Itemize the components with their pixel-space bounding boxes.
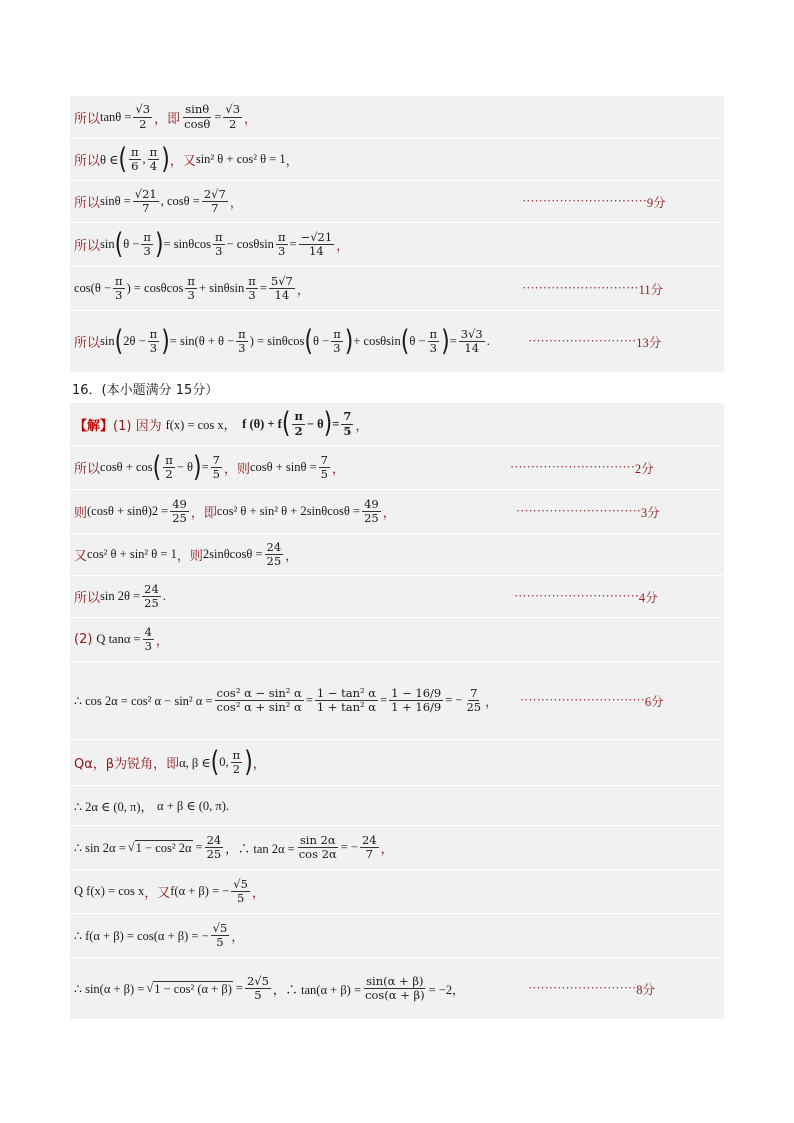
fraction: $\frac{\sin(\alpha + \beta)}{\cos(\alpha + \beta)}$ bbox=[365, 973, 425, 1002]
score-marker: ·························· 8分 bbox=[528, 981, 655, 997]
fraction: $\frac{\pi}{4}$ bbox=[149, 144, 158, 173]
line-sin-tan-2alpha: ∴ sin 2α = √ 1 − cos² 2α = $\frac{24}{25}$ ，∴ tan 2α = $\frac{\sin 2\alpha}{\cos 2\alpha}$ = − $\frac{24}{7}$ ， bbox=[70, 825, 724, 869]
solution-tag: 【解】 bbox=[74, 418, 114, 434]
solution-block-16 bbox=[70, 403, 724, 1019]
line-cos-alpha-beta: ∴ f(α + β) = cos(α + β) = − $\frac{√5}{5}$ ， bbox=[70, 913, 724, 957]
fraction: $\frac{3√3}{14}$ bbox=[460, 326, 483, 355]
fraction: $\frac{\text{cos² α − sin² α}}{\text{cos² α + sin² α}}$ bbox=[216, 685, 302, 714]
line-theta-range: 所以 θ ∈ ( $\frac{\pi}{6}$ , $\frac{\pi}{4}$ ) ，又 sin² θ + cos² θ = 1 ， bbox=[70, 138, 724, 180]
fraction: $\frac{24}{25}$ bbox=[206, 832, 222, 861]
fraction: $\frac{√3}{2}$ bbox=[135, 102, 151, 131]
fraction: $\frac{\pi}{3}$ bbox=[333, 326, 341, 355]
line-identity: 又 cos² θ + sin² θ = 1 ，则 2sinθcosθ = $\frac{24}{25}$ ， bbox=[70, 533, 724, 575]
line-sin-tan-alpha-beta: ∴ sin(α + β) = √ 1 − cos² (α + β) = $\frac{2√5}{5}$ ，∴ tan(α + β) = $\frac{\sin(\alpha + \beta)}{\cos(\alpha + \beta)}$ = −2， ·························· 8分 bbox=[70, 957, 724, 1019]
line-given: 【解】 (1) 因为 f(x) = cos x， f (θ) + f ( $\frac{\pi}{2}$ − θ ) = $\frac{7}{5}$ ， bbox=[74, 407, 369, 440]
line-sin-theta-minus: 所以 sin ( θ − $\frac{\pi}{3}$ ) = sinθcos $\frac{\pi}{3}$ − cosθsin $\frac{\pi}{3}$ = $\frac{-√21}{14}$ ， bbox=[70, 222, 724, 266]
score-marker: ······························ 2分 bbox=[510, 460, 654, 476]
fraction: $\frac{√5}{5}$ bbox=[233, 876, 248, 905]
fraction: $\frac{7}{5}$ bbox=[343, 409, 352, 438]
score-marker: ······························ 9分 bbox=[522, 194, 666, 210]
fraction: $\frac{2√7}{7}$ bbox=[203, 186, 226, 215]
fraction: $\frac{\pi}{3}$ bbox=[238, 326, 246, 355]
fraction: $\frac{\pi}{2}$ bbox=[232, 747, 241, 776]
fraction: $\frac{\text{1 − tan² α}}{\text{1 + tan² α}}$ bbox=[316, 685, 377, 714]
fraction: $\frac{\sin 2\alpha}{\cos 2\alpha}$ bbox=[298, 832, 337, 861]
fraction: $\frac{\pi}{3}$ bbox=[248, 273, 256, 302]
fraction: $\frac{49}{25}$ bbox=[172, 496, 187, 525]
line-cos-sum: 所以 cosθ + cos ( $\frac{\pi}{2}$ − θ ) = $\frac{7}{5}$ ，则 cosθ + sinθ = $\frac{7}{5}$ ， ······························ 2分 bbox=[70, 445, 724, 489]
fraction: $\frac{\pi}{3}$ bbox=[277, 229, 286, 258]
fraction: $\frac{\pi}{3}$ bbox=[187, 273, 195, 302]
fraction: $\frac{√5}{5}$ bbox=[212, 920, 228, 949]
score-marker: ···························· 11分 bbox=[522, 281, 664, 297]
line-cos-2alpha: ∴ cos 2α = cos² α − sin² α = $\frac{\text{cos² α − sin² α}}{\text{cos² α + sin² α}}$ = $\frac{\text{1 − tan² α}}{\text{1 + tan² α}}$ = $\frac{1 - 16/9}{1 + 16/9}$ = − $\frac{7}{25}$ ， ······························ 6分 bbox=[70, 661, 724, 739]
fraction: $\frac{7}{5}$ bbox=[212, 452, 220, 481]
line-sin-2theta-result: 所以 sin 2θ = $\frac{24}{25}$ . ······························ 4分 bbox=[70, 575, 724, 617]
question-16-header: 16．(本小题满分 15分） bbox=[72, 383, 219, 398]
fraction: $\frac{\pi}{3}$ bbox=[214, 229, 223, 258]
fraction: $\frac{√21}{7}$ bbox=[134, 186, 157, 215]
fraction: $\frac{-√21}{14}$ bbox=[300, 229, 333, 258]
line-sin-2theta: 所以 sin ( 2θ − $\frac{\pi}{3}$ ) = sin(θ + θ − $\frac{\pi}{3}$ ) = sinθcos ( θ − $\frac{\pi}{3}$ ) + cosθsin ( θ − $\frac{\pi}{3}$ ) = $\frac{3√3}{14}$ . ·························· 13分 bbox=[70, 310, 724, 372]
fraction: $\frac{\pi}{6}$ bbox=[130, 144, 139, 173]
fraction: $\frac{\pi}{3}$ bbox=[429, 326, 438, 355]
fraction: $\frac{\pi}{3}$ bbox=[143, 229, 151, 258]
fraction: $\frac{4}{3}$ bbox=[144, 624, 152, 653]
score-marker: ······························ 3分 bbox=[516, 504, 660, 520]
score-marker: ······························ 6分 bbox=[520, 693, 664, 709]
line-square: 则 (cosθ + sinθ) 2 = $\frac{49}{25}$ ，即 cos² θ + sin² θ + 2sinθcosθ = $\frac{49}{25}$ ， ······························ 3分 bbox=[70, 489, 724, 533]
fraction: $\frac{5√7}{14}$ bbox=[270, 273, 293, 302]
fraction: $\frac{24}{7}$ bbox=[361, 832, 377, 861]
line-part2-tan: (2) Q tanα = $\frac{4}{3}$ ， bbox=[70, 617, 724, 661]
line-tan-theta: 所以 tanθ = $\frac{√3}{2}$ ，即 $\frac{\sin\theta}{\cos\theta}$ = $\frac{√3}{2}$ ， bbox=[74, 102, 258, 131]
line-cos-theta-minus: cos(θ − $\frac{\pi}{3}$ ) = cosθcos $\frac{\pi}{3}$ + sinθsin $\frac{\pi}{3}$ = $\frac{5√7}{14}$ ， ···························· 11分 bbox=[70, 266, 724, 310]
line-f-definition: Q f(x) = cos x ，又 f(α + β) = − $\frac{√5}{5}$ ， bbox=[70, 869, 724, 913]
solution-block-15 bbox=[70, 96, 724, 372]
line-acute-angles: Qα，β为锐角，即 α, β ∈ ( 0, $\frac{\pi}{2}$ ) ， bbox=[70, 739, 724, 785]
fraction: $\frac{\pi}{3}$ bbox=[149, 326, 158, 355]
fraction: $\frac{\pi}{2}$ bbox=[294, 409, 303, 438]
score-marker: ······························ 4分 bbox=[514, 589, 658, 605]
fraction: $\frac{7}{25}$ bbox=[466, 685, 482, 714]
fraction: $\frac{7}{5}$ bbox=[320, 452, 328, 481]
line-ranges: ∴ 2α ∈ (0, π)， α + β ∈ (0, π). bbox=[70, 785, 724, 825]
fraction: $\frac{1 - 16/9}{1 + 16/9}$ bbox=[391, 685, 442, 714]
fraction: $\frac{\pi}{3}$ bbox=[115, 273, 123, 302]
fraction: $\frac{49}{25}$ bbox=[364, 496, 379, 525]
fraction: $\frac{\sin\theta}{\cos\theta}$ bbox=[184, 102, 211, 131]
line-sin-cos-values: 所以 sinθ = $\frac{√21}{7}$ , cosθ = $\frac{2√7}{7}$ ， ······························ 9分 bbox=[70, 180, 724, 222]
fraction: $\frac{\pi}{2}$ bbox=[165, 452, 173, 481]
fraction: $\frac{24}{25}$ bbox=[144, 581, 159, 610]
fraction: $\frac{√3}{2}$ bbox=[225, 102, 241, 131]
fraction: $\frac{2√5}{5}$ bbox=[246, 973, 269, 1002]
score-marker: ·························· 13分 bbox=[528, 334, 662, 350]
fraction: $\frac{24}{25}$ bbox=[266, 539, 282, 568]
